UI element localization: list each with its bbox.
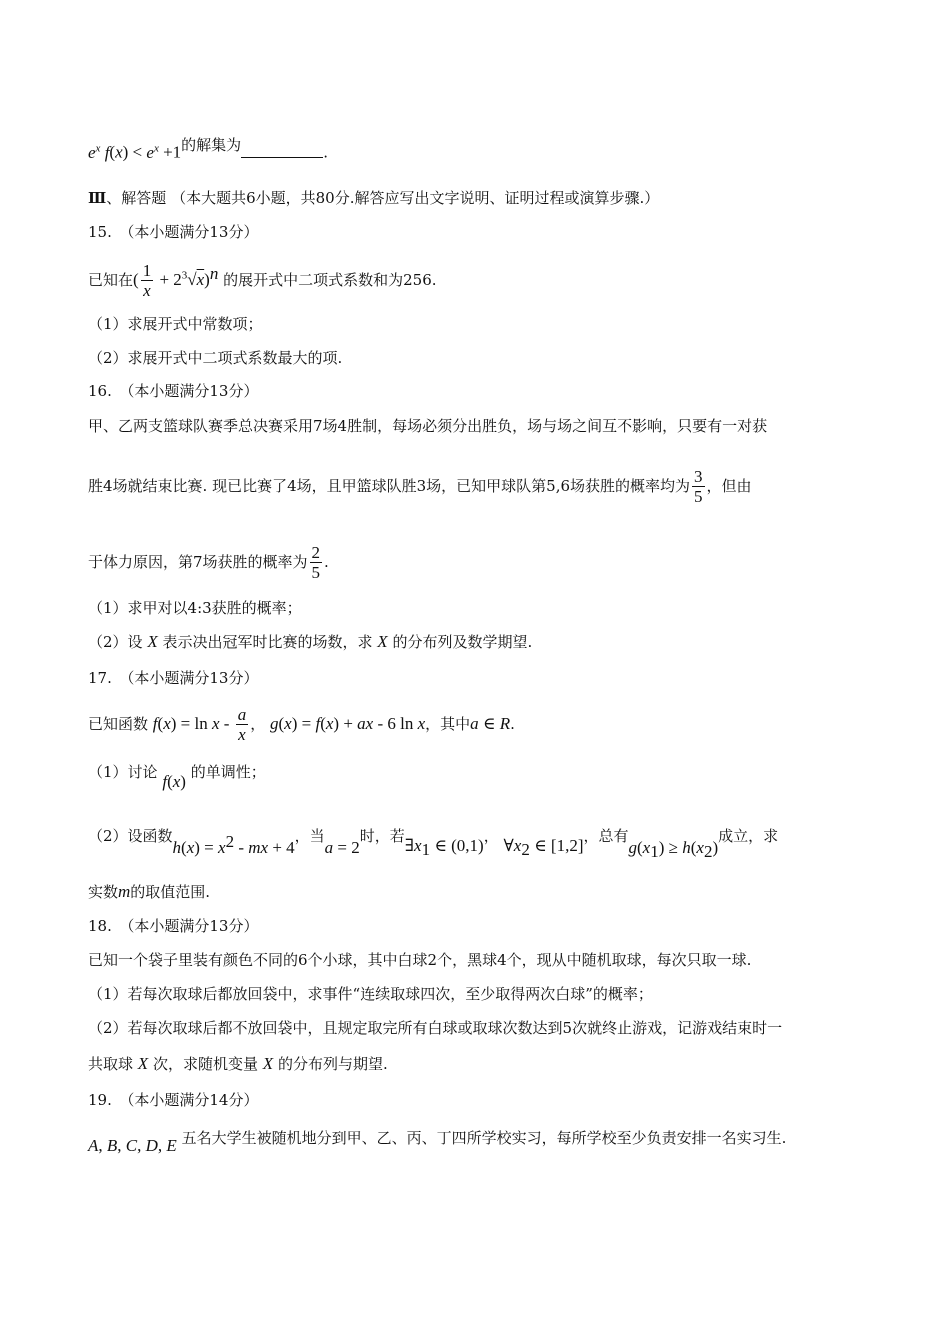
q14-answer-blank [241,143,323,158]
q19-stem: A, B, C, D, E 五名大学生被随机地分到甲、乙、丙、丁四所学校实习，每所学校至少负责安排一名实习生. [88,1129,787,1155]
q16-part1: （1）求甲对以4:3获胜的概率； [88,599,302,617]
q16-fraction-3-5: $\frac{3}{5}$ [694,467,703,506]
q16-line1: 甲、乙两支篮球队赛季总决赛采用7场4胜制，每场必须分出胜负，场与场之间互不影响，只要有一对获 [88,417,768,435]
q14-inequality: $e^x$ f [88,142,110,162]
q17-fraction: $\frac{a}{x}$ [237,705,247,744]
q15-stem: 已知在( $\frac{1}{x}$ + $2^3√x)^n$ 的展开式中二项式系数和为256. [88,261,437,300]
q18-header: 18. （本小题满分13分） [88,917,259,935]
q16-part2: （2）设 X 表示决出冠军时比赛的场数，求 X 的分布列及数学期望. [88,632,533,651]
q15-header: 15. （本小题满分13分） [88,223,259,241]
section-3-numeral: Ⅲ [88,189,107,207]
q19-header: 19. （本小题满分14分） [88,1091,259,1109]
q17-part1: （1）讨论 f(x) 的单调性； [88,763,266,791]
section-3-title: 、解答题 [106,189,167,207]
q15-part2: （2）求展开式中二项式系数最大的项. [88,349,343,367]
q17-part2: （2）设函数$h(x) = x^2$ - mx + 4，当a = 2时，若$\exists x_1$ ∈ (0,1)， $\forall x_2$ ∈ [1,2]，总有$g(x_1) \ge h(x_2)$成立，求 [88,827,779,861]
section-3-note: （本大题共6小题，共80分.解答应写出文字说明、证明过程或演算步骤.） [171,189,660,207]
q15-fraction: $\frac{1}{x}$ [142,261,152,300]
q17-stem: 已知函数 f(x) = ln x - $\frac{a}{x}$ ， g(x) = f(x) + ax - 6 ln x，其中a ∈ R. [88,705,515,744]
q17-header: 17. （本小题满分13分） [88,669,259,687]
q16-header: 16. （本小题满分13分） [88,382,259,400]
section-3-heading [88,188,659,208]
q14-tail-line: $e^x$ $f(x) < e^x +1$的解集为 . [88,135,328,162]
q18-part2-line2: 共取球 X 次，求随机变量 X 的分布列与期望. [88,1054,388,1073]
q16-line2: 胜4场就结束比赛. 现已比赛了4场，且甲篮球队胜3场，已知甲球队第5,6场获胜的概率均为 $\frac{3}{5}$ ，但由 [88,467,752,506]
q15-part1: （1）求展开式中常数项； [88,315,263,333]
q16-fraction-2-5: $\frac{2}{5}$ [311,543,321,582]
q18-part2-line1: （2）若每次取球后都不放回袋中，且规定取完所有白球或取球次数达到5次就终止游戏，记游戏结束时一 [88,1019,783,1037]
q17-part2-line2: 实数m的取值范围. [88,882,211,901]
q16-line3: 于体力原因，第7场获胜的概率为 $\frac{2}{5}$ . [88,543,329,582]
q18-part1: （1）若每次取球后都放回袋中，求事件“连续取球四次，至少取得两次白球”的概率； [88,985,653,1003]
q14-suffix: 的解集为 [181,135,242,154]
q18-stem: 已知一个袋子里装有颜色不同的6个小球，其中白球2个，黑球4个，现从中随机取球，每次只取一球. [88,951,752,969]
